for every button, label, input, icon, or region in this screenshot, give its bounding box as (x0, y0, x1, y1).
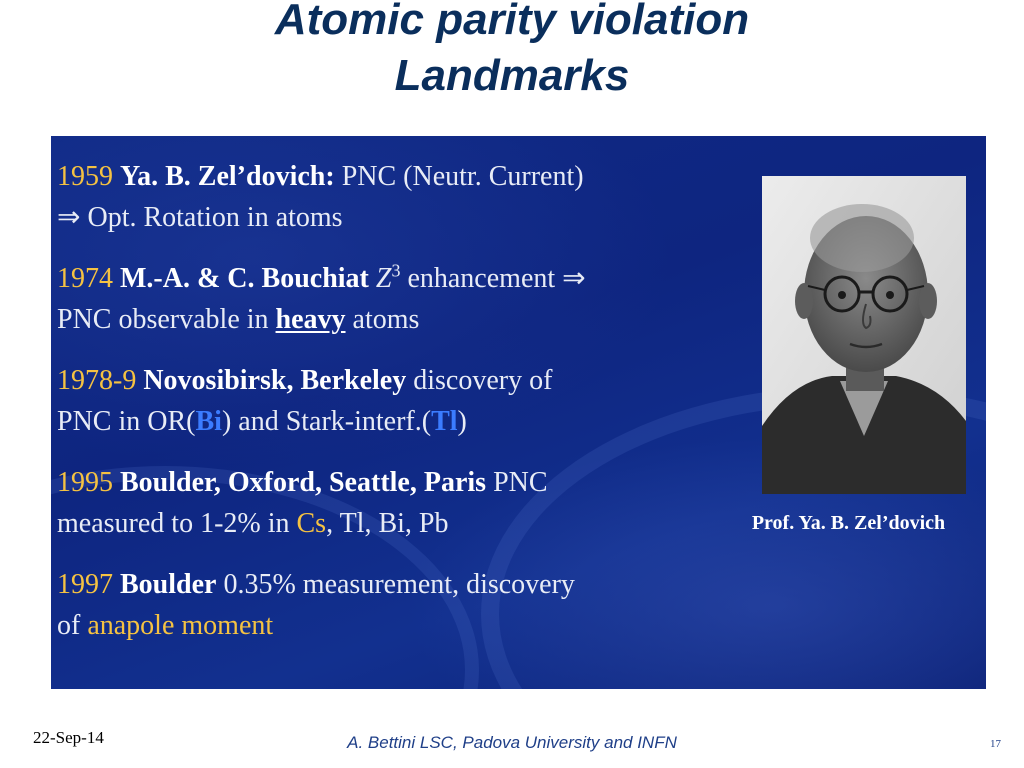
landmark-item-1959 (57, 156, 737, 238)
landmark-author: M.-A. & C. Bouchiat (120, 263, 369, 294)
landmark-text: ) and Stark-interf.( (221, 406, 432, 437)
element-cs: Cs (296, 508, 327, 539)
portrait-illustration (762, 176, 966, 494)
landmark-author: Boulder, Oxford, Seattle, Paris (120, 467, 487, 498)
landmark-item-1995 (57, 462, 737, 544)
footer-date: 22-Sep-14 (33, 728, 104, 747)
portrait-photo (762, 176, 966, 494)
landmark-year: 1978-9 (57, 365, 137, 396)
atomic-number-symbol: Z (375, 263, 392, 294)
emphasis-heavy: heavy (275, 304, 346, 335)
slide-title (0, 0, 1024, 104)
landmark-text: , Tl, Bi, Pb (326, 508, 449, 539)
title-line-2: Landmarks (394, 51, 630, 100)
landmark-text: 0.35% measurement, discovery (216, 569, 575, 600)
element-bi: Bi (195, 406, 222, 437)
landmark-year: 1997 (57, 569, 113, 600)
landmark-text: of (57, 610, 88, 641)
content-panel (51, 136, 986, 689)
landmark-text: discovery of (406, 365, 553, 396)
landmark-text: measured to 1-2% in (57, 508, 297, 539)
landmark-item-1997 (57, 564, 737, 646)
portrait-caption: Prof. Ya. B. Zel’dovich (751, 512, 946, 534)
footer-credit: A. Bettini LSC, Padova University and INFN (347, 733, 677, 752)
landmark-year: 1959 (57, 161, 113, 192)
landmark-list (57, 156, 737, 666)
exponent: 3 (391, 260, 401, 281)
landmark-text: atoms (345, 304, 420, 335)
landmark-author: Boulder (120, 569, 217, 600)
implies-arrow-icon: ⇒ (57, 202, 81, 233)
title-line-1: Atomic parity violation (274, 0, 750, 44)
landmark-text: Opt. Rotation in atoms (80, 202, 343, 233)
landmark-text: PNC (Neutr. Current) (334, 161, 584, 192)
landmark-item-1978 (57, 360, 737, 442)
landmark-author: Novosibirsk, Berkeley (143, 365, 407, 396)
anapole-moment: anapole moment (87, 610, 274, 641)
landmark-text: enhancement (400, 263, 563, 294)
implies-arrow-icon: ⇒ (562, 263, 586, 294)
element-tl: Tl (431, 406, 458, 437)
landmark-item-1974 (57, 258, 737, 340)
landmark-author: Ya. B. Zel’dovich: (120, 161, 335, 192)
landmark-year: 1974 (57, 263, 113, 294)
landmark-text: PNC (486, 467, 548, 498)
landmark-text: PNC in OR( (57, 406, 196, 437)
landmark-text: PNC observable in (57, 304, 276, 335)
landmark-year: 1995 (57, 467, 113, 498)
page-number: 17 (990, 738, 1001, 750)
landmark-text: ) (457, 406, 467, 437)
